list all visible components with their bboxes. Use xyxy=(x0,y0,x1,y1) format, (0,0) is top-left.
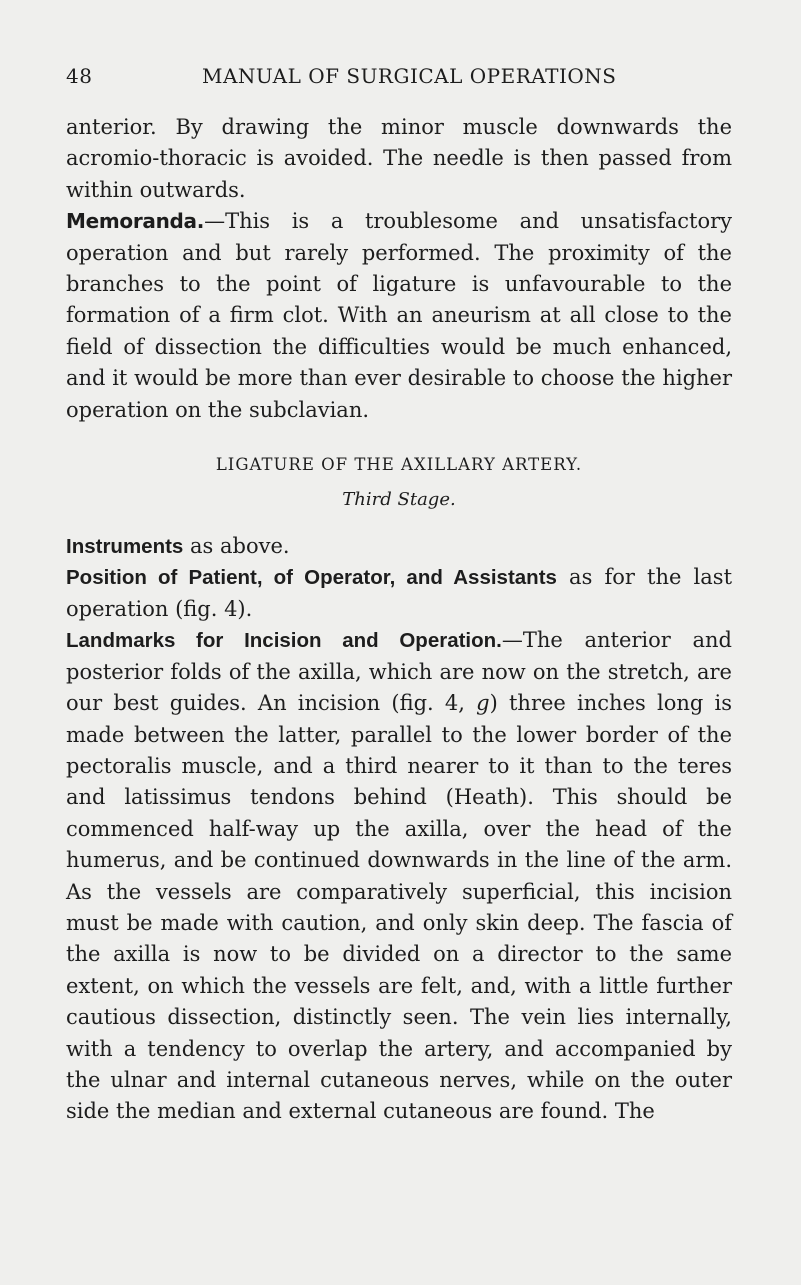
page-number: 48 xyxy=(66,64,93,88)
paragraph-lead: Instruments xyxy=(66,535,184,559)
paragraph-lead: Position of Patient, of Operator, and Assistants xyxy=(66,566,557,590)
running-head xyxy=(66,64,732,94)
paragraph-text: anterior. By drawing the minor muscle downwards the acromio-thoracic is avoided. The needle is then passed from within outwards. xyxy=(66,115,732,202)
body-text xyxy=(66,112,732,1128)
paragraph-text: —The anterior and posterior folds of the axilla, which are now on the stretch, are our best guides. An incision (fig. 4, xyxy=(66,628,732,716)
paragraph-position xyxy=(66,562,732,625)
paragraph-instruments xyxy=(66,531,732,562)
figure-reference: g xyxy=(476,691,490,716)
paragraph-landmarks xyxy=(66,625,732,1128)
running-title: MANUAL OF SURGICAL OPERATIONS xyxy=(202,64,617,88)
paragraph-text: as for the last operation (fig. 4). xyxy=(66,565,733,621)
paragraph-continuation xyxy=(66,112,732,206)
paragraph-text: as above. xyxy=(183,534,290,559)
paragraph-memoranda xyxy=(66,206,732,426)
section-heading: LIGATURE OF THE AXILLARY ARTERY. xyxy=(215,455,583,475)
paragraph-lead: Landmarks for Incision and Operation. xyxy=(66,629,502,653)
section-subheading: Third Stage. xyxy=(342,489,456,511)
paragraph-text: ) three inches long is made between the latter, parallel to the lower border of the pectoralis muscle, and a third nearer to it than to the teres and latissimus tendons behind (Heath). This should be commenced half-way up the axilla, over the head of the humerus, and be continued downwards in the line of the arm. As the vessels are comparatively superficial, this incision must be made with caution, and only skin deep. The fascia of the axilla is now to be divided on a director to the same extent, on which the vessels are felt, and, with a little further cautious dissection, distinctly seen. The vein lies internally, with a tendency to overlap the artery, and accompanied by the ulnar and internal cutaneous nerves, while on the outer side the median and external cutaneous are found. The xyxy=(66,691,733,1124)
paragraph-text: —This is a troublesome and unsatisfactory operation and but rarely performed. The proximity of the branches to the point of ligature is unfavourable to the formation of a firm clot. With an aneurism at all close to the field of dissection the difficulties would be much enhanced, and it would be more than ever desirable to choose the higher operation on the subclavian. xyxy=(66,209,732,422)
paragraph-lead: Memoranda. xyxy=(66,209,205,234)
